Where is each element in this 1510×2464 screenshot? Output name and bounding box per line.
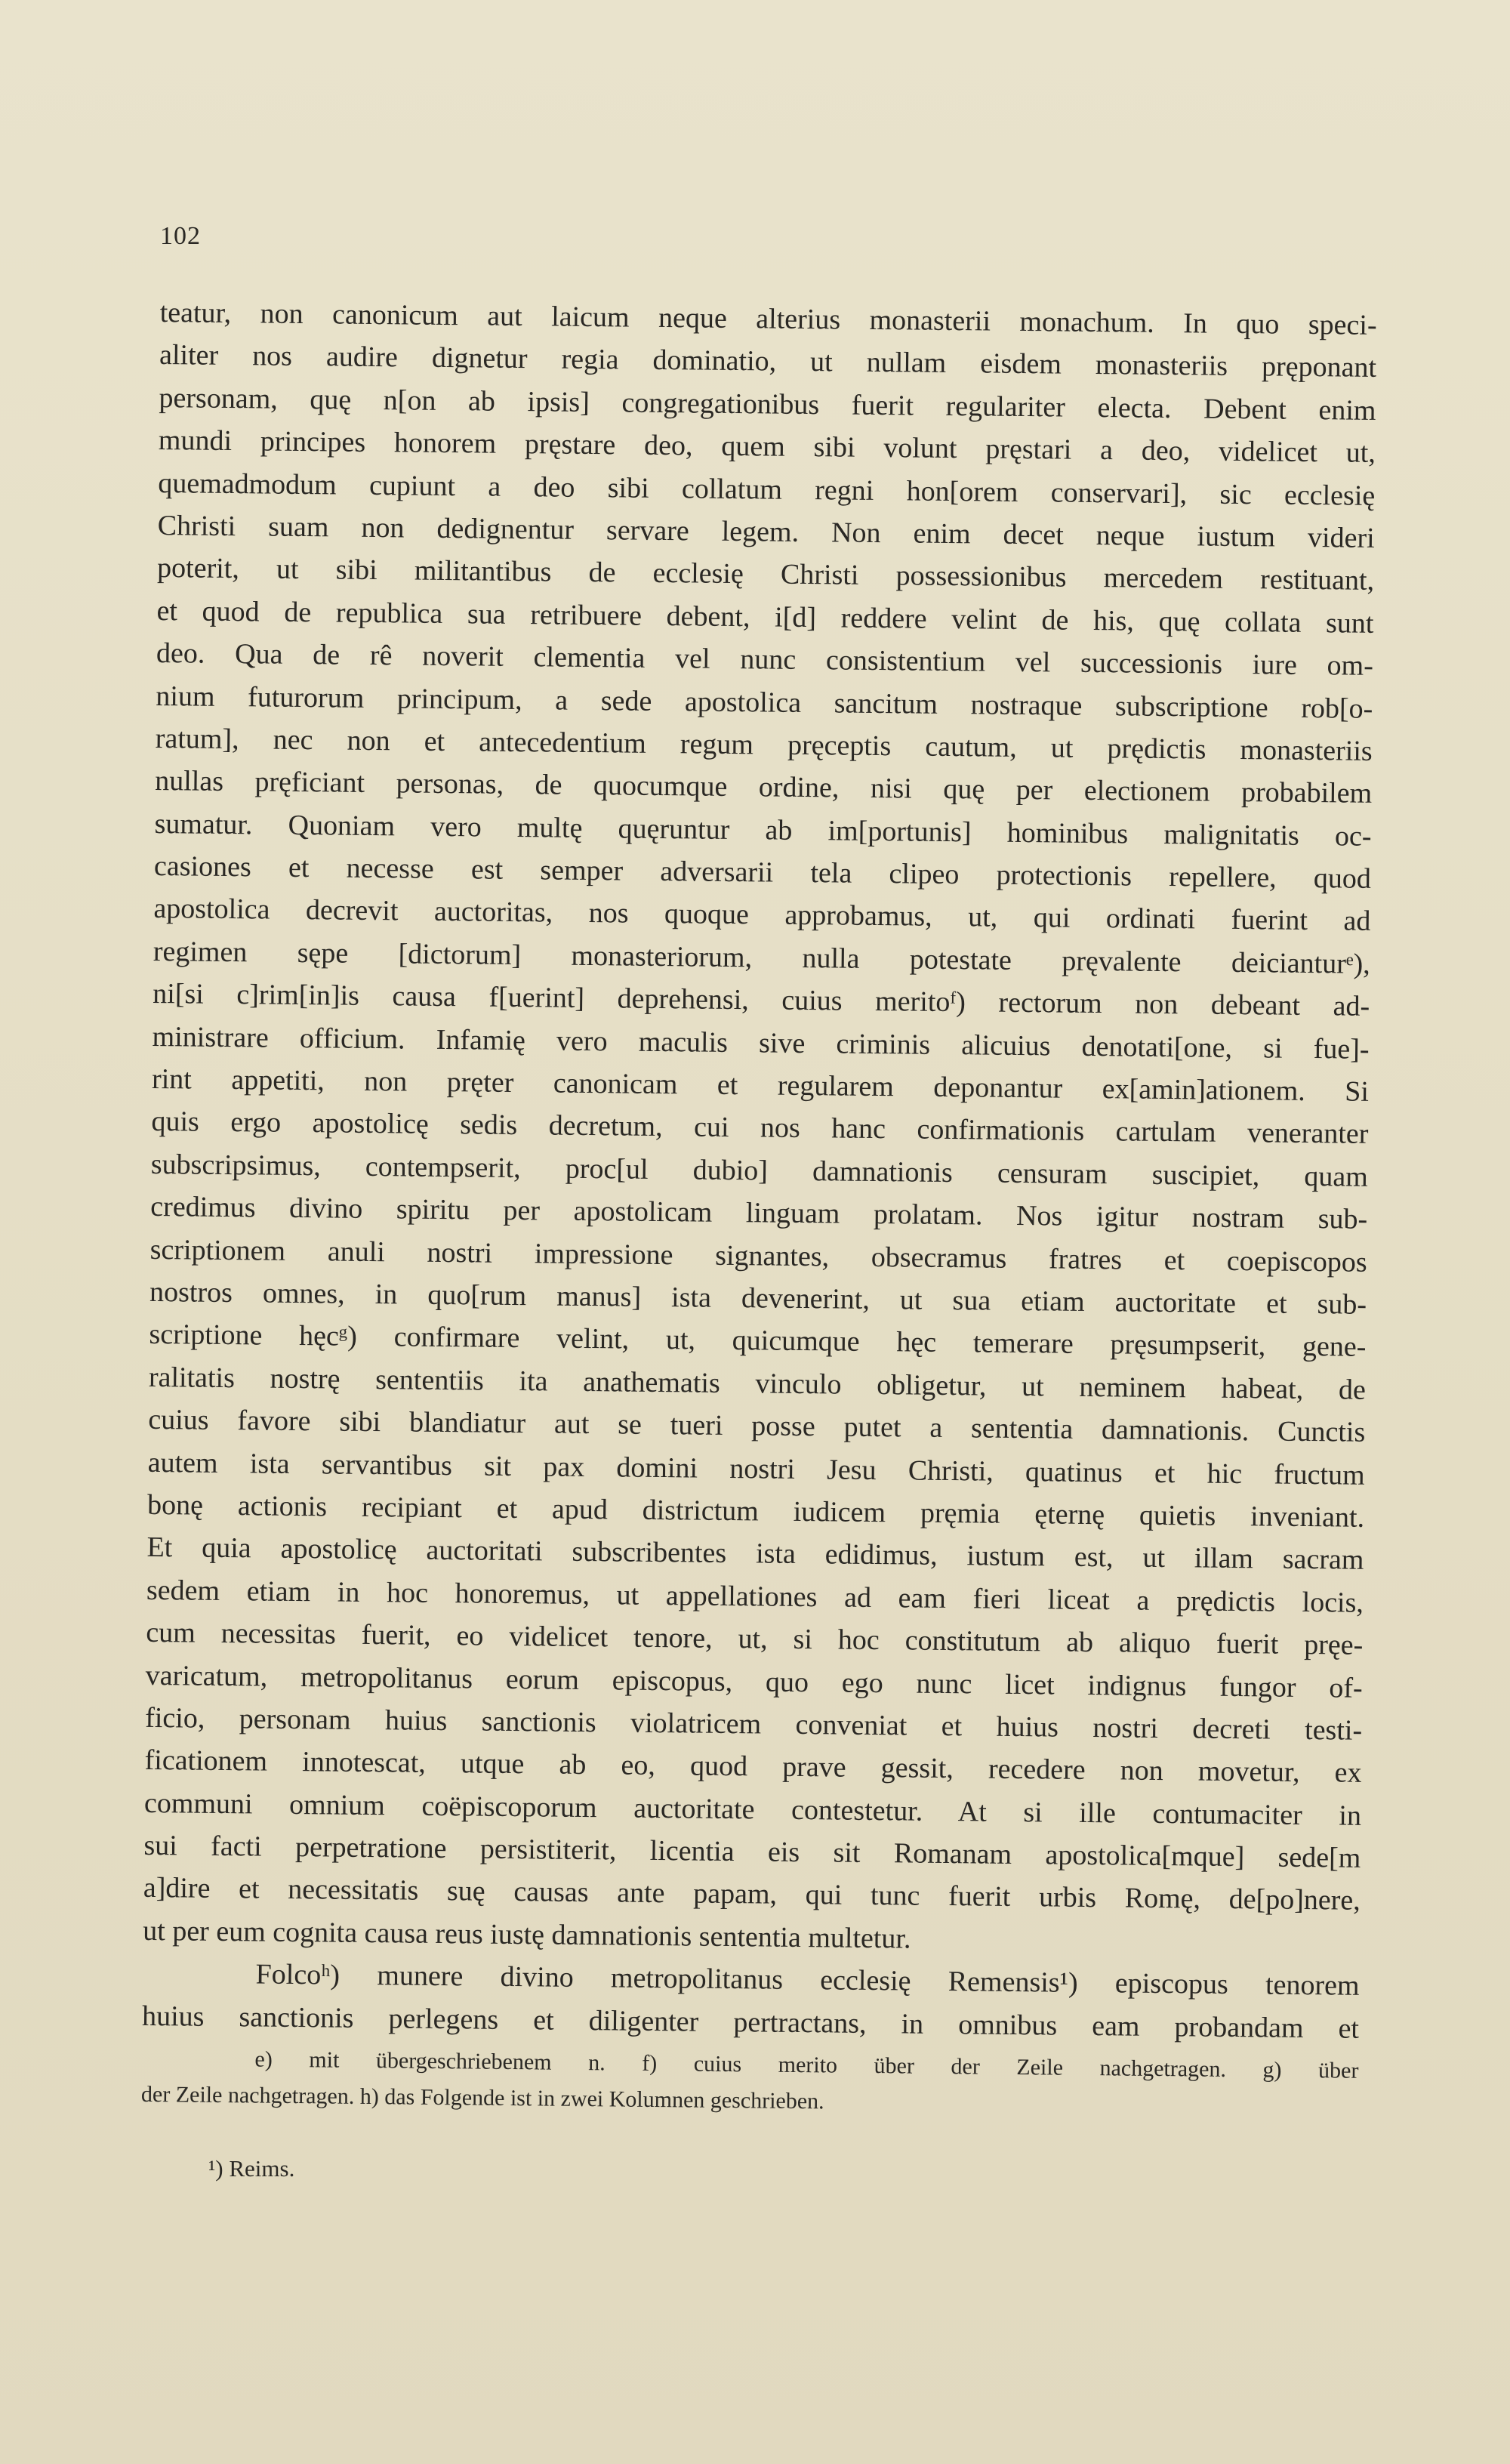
text-line: scriptionem anuli nostri impressione signantes, obsecramus fratres et coepiscopos <box>149 1233 1367 1278</box>
text-line: nium futurorum principum, a sede apostolica sancitum nostraque subscriptione rob[o- <box>156 680 1373 725</box>
text-line: subscripsimus, contempserit, proc[ul dubio] damnationis censuram suscipiet, quam <box>150 1148 1369 1193</box>
text-line: regimen sępe [dictorum] monasteriorum, nulla potestate pręvalente deicianturᵉ), <box>153 935 1370 980</box>
text-line: ministrare officium. Infamię vero maculis sive criminis alicuius denotati[one, si fue]- <box>152 1020 1370 1065</box>
text-line: communi omnium coëpiscoporum auctoritate contestetur. At si ille contumaciter in <box>143 1787 1362 1832</box>
text-line: ut per eum cognita causa reus iustę damnationis sententia multetur. <box>143 1914 911 1955</box>
text-line: mundi principes honorem pręstare deo, quem sibi volunt pręstari a deo, videlicet ut, <box>158 424 1376 470</box>
text-line: autem ista servantibus sit pax domini nostri Jesu Christi, quatinus et hic fructum <box>147 1446 1365 1491</box>
text-line: sedem etiam in hoc honoremus, ut appellationes ad eam fieri liceat a prędictis locis, <box>146 1574 1364 1619</box>
text-line: deo. Qua de rê noverit clementia vel nunc consistentium vel successionis iure om- <box>156 637 1374 682</box>
text-line: ratum], nec non et antecedentium regum pręceptis cautum, ut prędictis monasteriis <box>155 722 1373 767</box>
text-line: Christi suam non dedignentur servare legem. Non enim decet neque iustum videri <box>157 509 1375 554</box>
note-line: e) mit übergeschriebenem n. f) cuius merito über der Zeile nachgetragen. g) über <box>254 2046 1359 2083</box>
text-line: sui facti perpetratione persistiterit, licentia eis sit Romanam apostolica[mque] sede[m <box>143 1829 1361 1874</box>
text-line: cuius favore sibi blandiatur aut se tueri posse putet a sententia damnationis. Cunctis <box>148 1404 1366 1448</box>
text-line: varicatum, metropolitanus eorum episcopus, quo ego nunc licet indignus fungor of- <box>145 1659 1363 1704</box>
text-line: apostolica decrevit auctoritas, nos quoque approbamus, ut, qui ordinati fuerint ad <box>153 893 1371 938</box>
text-line: bonę actionis recipiant et apud districtum iudicem pręmia ęternę quietis inveniant. <box>146 1488 1365 1534</box>
text-line: ralitatis nostrę sententiis ita anathematis vinculo obligetur, ut neminem habeat, de <box>148 1361 1367 1406</box>
text-line: quemadmodum cupiunt a deo sibi collatum regni hon[orem conservari], sic ecclesię <box>158 467 1376 512</box>
text-line: casiones et necesse est semper adversarii tela clipeo protectionis repellere, quod <box>153 850 1372 895</box>
text-line: poterit, ut sibi militantibus de ecclesię Christi possessionibus mercedem restituant, <box>156 552 1375 597</box>
closing-paragraph <box>142 1952 1360 2050</box>
text-line: credimus divino spiritu per apostolicam linguam prolatam. Nos igitur nostram sub- <box>150 1191 1368 1236</box>
text-line: sumatur. Quoniam vero multę quęruntur ab im[portunis] hominibus malignitatis oc- <box>154 807 1372 853</box>
text-line: huius sanctionis perlegens et diligenter pertractans, in omnibus eam probandam et <box>141 2000 1360 2045</box>
page-number: 102 <box>160 222 201 250</box>
text-line: et quod de republica sua retribuere debent, i[d] reddere velint de his, quę collata sunt <box>156 594 1374 640</box>
text-line: scriptione hęcᵍ) confirmare velint, ut, quicumque hęc temerare pręsumpserit, gene- <box>149 1318 1367 1364</box>
text-line: rint appetiti, non pręter canonicam et regularem deponantur ex[amin]ationem. Si <box>151 1062 1370 1108</box>
text-line: teatur, non canonicum aut laicum neque alterius monasterii monachum. In quo speci- <box>159 296 1377 341</box>
critical-apparatus <box>141 2040 1359 2126</box>
text-line: personam, quę n[on ab ipsis] congregationibus fuerit regulariter electa. Debent enim <box>159 381 1376 427</box>
text-line: quis ergo apostolicę sedis decretum, cui nos hanc confirmationis cartulam veneranter <box>151 1106 1369 1151</box>
text-line: ni[si c]rim[in]is causa f[uerint] deprehensi, cuius meritoᶠ) rectorum non debeant ad- <box>153 978 1370 1023</box>
text-line: Et quia apostolicę auctoritati subscribentes ista edidimus, iustum est, ut illam sacram <box>146 1531 1364 1577</box>
text-line: ficationem innotescat, utque ab eo, quod prave gessit, recedere non movetur, ex <box>144 1744 1362 1790</box>
text-line: cum necessitas fuerit, eo videlicet tenore, ut, si hoc constitutum ab aliquo fuerit pręe- <box>146 1617 1364 1661</box>
main-text-block <box>141 291 1377 2126</box>
text-line: a]dire et necessitatis suę causas ante papam, qui tunc fuerit urbis Romę, de[po]nere, <box>143 1872 1361 1917</box>
text-line: Folcoʰ) munere divino metropolitanus ecclesię Remensis¹) episcopus tenorem <box>255 1958 1360 2002</box>
text-line: aliter nos audire dignetur regia dominatio, ut nullam eisdem monasteriis pręponant <box>159 339 1377 384</box>
text-line: ficio, personam huius sanctionis violatricem conveniat et huius nostri decreti testi- <box>145 1701 1363 1747</box>
text-line: nostros omnes, in quo[rum manus] ista devenerint, ut sua etiam auctoritate et sub- <box>149 1275 1367 1321</box>
note-line: der Zeile nachgetragen. h) das Folgende ist in zwei Kolumnen geschrieben. <box>140 2081 824 2114</box>
body-paragraph <box>143 291 1377 1965</box>
text-line: nullas pręficiant personas, de quocumque ordine, nisi quę per electionem probabilem <box>154 765 1373 810</box>
footnote: ¹) Reims. <box>208 2155 295 2182</box>
